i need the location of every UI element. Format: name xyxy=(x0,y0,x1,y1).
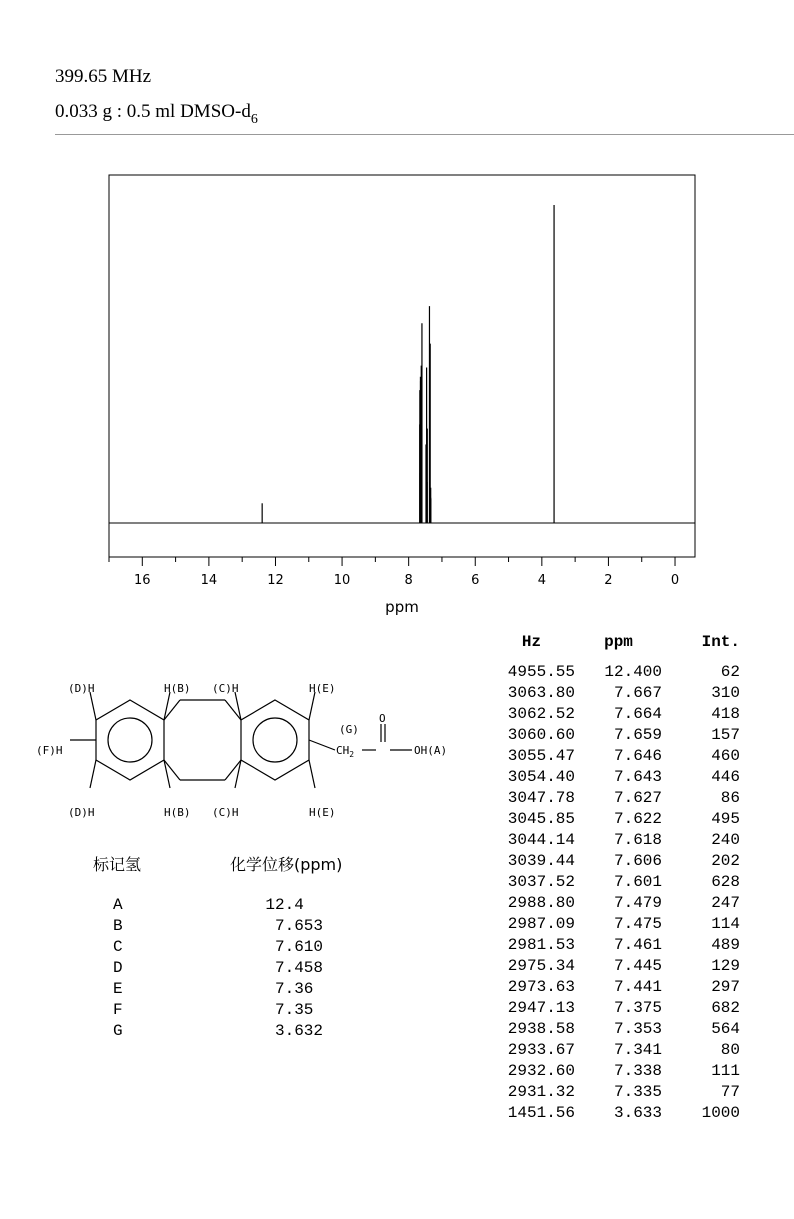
list-item xyxy=(110,917,370,938)
table-row xyxy=(488,724,740,745)
table-row xyxy=(488,745,740,766)
header-ppm: ppm xyxy=(604,633,633,651)
hydrogen-label: F xyxy=(113,1001,123,1019)
cell-ppm: 7.338 xyxy=(613,1061,662,1080)
label-e-top: H(E) xyxy=(309,682,336,695)
hydrogen-label: D xyxy=(113,959,123,977)
x-tick-label: 2 xyxy=(604,573,613,588)
cell-int: 418 xyxy=(711,704,740,723)
cell-int: 114 xyxy=(711,914,740,933)
x-tick-label: 4 xyxy=(537,573,546,588)
cell-hz: 3039.44 xyxy=(507,851,575,870)
cell-hz: 1451.56 xyxy=(507,1103,575,1122)
list-item xyxy=(110,959,370,980)
table-row xyxy=(488,850,740,871)
label-ch2: $CH_2$ xyxy=(336,744,355,759)
benzene-ring-1 xyxy=(96,700,164,780)
cell-ppm: 7.627 xyxy=(613,788,662,807)
list-item xyxy=(110,1022,370,1043)
table-row xyxy=(488,955,740,976)
table-row xyxy=(488,1102,740,1123)
cell-ppm: 7.664 xyxy=(613,704,662,723)
cell-hz: 3060.60 xyxy=(507,725,575,744)
cell-hz: 3063.80 xyxy=(507,683,575,702)
cell-int: 628 xyxy=(711,872,740,891)
aromatic-circle-2 xyxy=(253,718,297,762)
cell-int: 1000 xyxy=(701,1103,740,1122)
cell-ppm: 7.479 xyxy=(613,893,662,912)
cell-int: 86 xyxy=(720,788,740,807)
cell-int: 495 xyxy=(711,809,740,828)
cell-int: 240 xyxy=(711,830,740,849)
cell-ppm: 7.667 xyxy=(613,683,662,702)
table-row xyxy=(488,934,740,955)
cell-hz: 2932.60 xyxy=(507,1061,575,1080)
hydrogen-label: G xyxy=(113,1022,123,1040)
table-row xyxy=(488,1018,740,1039)
x-axis-label: ppm xyxy=(385,598,419,616)
spectrum-peaks xyxy=(262,205,554,523)
cell-ppm: 7.341 xyxy=(613,1040,662,1059)
cell-int: 80 xyxy=(720,1040,740,1059)
chemical-shift: 7.36 xyxy=(274,980,323,998)
list-item xyxy=(110,1001,370,1022)
label-e-bot: H(E) xyxy=(309,806,336,819)
cell-int: 310 xyxy=(711,683,740,702)
label-oh-a: OH(A) xyxy=(414,744,448,757)
cell-int: 157 xyxy=(711,725,740,744)
x-tick-label: 6 xyxy=(471,573,480,588)
peak-table-header xyxy=(488,633,740,661)
label-o: O xyxy=(379,712,386,725)
label-g: (G) xyxy=(339,723,359,736)
cell-int: 564 xyxy=(711,1019,740,1038)
cell-ppm: 7.606 xyxy=(613,851,662,870)
cell-ppm: 7.461 xyxy=(613,935,662,954)
cell-int: 489 xyxy=(711,935,740,954)
cell-ppm: 7.375 xyxy=(613,998,662,1017)
peak-table xyxy=(488,633,740,1123)
cell-hz: 3037.52 xyxy=(507,872,575,891)
cell-hz: 2947.13 xyxy=(507,998,575,1017)
table-row xyxy=(488,871,740,892)
chemical-shift: 3.632 xyxy=(274,1022,323,1040)
table-row xyxy=(488,1081,740,1102)
cell-hz: 2933.67 xyxy=(507,1040,575,1059)
x-tick-label: 8 xyxy=(404,573,413,588)
sample-subscript: 6 xyxy=(250,112,258,127)
cell-ppm: 7.659 xyxy=(613,725,662,744)
hydrogen-label: E xyxy=(113,980,123,998)
cell-ppm: 7.441 xyxy=(613,977,662,996)
cell-int: 111 xyxy=(711,1061,740,1080)
x-tick-label: 12 xyxy=(267,573,284,588)
chemical-shift: 7.35 xyxy=(274,1001,323,1019)
table-row xyxy=(488,682,740,703)
table-row xyxy=(488,661,740,682)
cell-int: 247 xyxy=(711,893,740,912)
table-row xyxy=(488,892,740,913)
header-hz: Hz xyxy=(521,633,542,651)
cell-hz: 2931.32 xyxy=(507,1082,575,1101)
label-b-top: H(B) xyxy=(164,682,191,695)
header-int: Int. xyxy=(701,633,740,651)
cell-hz: 2938.58 xyxy=(507,1019,575,1038)
cell-int: 77 xyxy=(720,1082,740,1101)
chemical-shift: 7.653 xyxy=(274,917,323,935)
cell-int: 297 xyxy=(711,977,740,996)
list-item xyxy=(110,980,370,1001)
cell-ppm: 7.622 xyxy=(613,809,662,828)
x-axis-ticks xyxy=(109,557,675,566)
plot-frame xyxy=(109,175,695,557)
cell-ppm: 12.400 xyxy=(604,662,662,681)
table-row xyxy=(488,913,740,934)
benzene-ring-2 xyxy=(241,700,309,780)
label-d-top: (D)H xyxy=(68,682,95,695)
cell-int: 460 xyxy=(711,746,740,765)
hydrogen-label: C xyxy=(113,938,123,956)
label-b-bot: H(B) xyxy=(164,806,191,819)
label-f: (F)H xyxy=(36,744,63,757)
cell-hz: 2973.63 xyxy=(507,977,575,996)
table-row xyxy=(488,766,740,787)
table-row xyxy=(488,808,740,829)
cell-ppm: 3.633 xyxy=(613,1103,662,1122)
x-tick-label: 10 xyxy=(333,573,351,588)
cell-ppm: 7.618 xyxy=(613,830,662,849)
label-d-bot: (D)H xyxy=(68,806,95,819)
x-tick-label: 16 xyxy=(134,573,151,588)
cell-ppm: 7.445 xyxy=(613,956,662,975)
cell-hz: 3054.40 xyxy=(507,767,575,786)
table-row xyxy=(488,829,740,850)
x-tick-label: 14 xyxy=(200,573,218,588)
table-row xyxy=(488,1060,740,1081)
assignment-header-shift: 化学位移(ppm) xyxy=(230,855,343,874)
cell-int: 202 xyxy=(711,851,740,870)
cell-int: 129 xyxy=(711,956,740,975)
assignment-header-label: 标记氢 xyxy=(93,855,142,874)
cell-int: 682 xyxy=(711,998,740,1017)
chemical-shift: 12.4 xyxy=(265,896,323,914)
cell-hz: 4955.55 xyxy=(507,662,575,681)
cell-hz: 3044.14 xyxy=(507,830,575,849)
list-item xyxy=(110,938,370,959)
molecular-structure xyxy=(0,670,480,830)
cell-hz: 2987.09 xyxy=(507,914,575,933)
peak-table-body xyxy=(488,661,740,1123)
hydrogen-label: A xyxy=(113,896,123,914)
x-axis-tick-labels xyxy=(134,573,679,588)
cell-ppm: 7.643 xyxy=(613,767,662,786)
table-row xyxy=(488,787,740,808)
table-row xyxy=(488,1039,740,1060)
cell-hz: 3055.47 xyxy=(507,746,575,765)
cell-hz: 2975.34 xyxy=(507,956,575,975)
table-row xyxy=(488,976,740,997)
assignment-list xyxy=(110,896,370,1043)
chemical-shift: 7.610 xyxy=(274,938,323,956)
cell-hz: 3047.78 xyxy=(507,788,575,807)
cell-int: 62 xyxy=(720,662,740,681)
cell-ppm: 7.335 xyxy=(613,1082,662,1101)
cell-ppm: 7.601 xyxy=(613,872,662,891)
list-item xyxy=(110,896,370,917)
x-tick-label: 0 xyxy=(670,573,680,588)
cell-ppm: 7.353 xyxy=(613,1019,662,1038)
spectrometer-frequency: 399.65 MHz xyxy=(55,66,152,87)
cell-hz: 2988.80 xyxy=(507,893,575,912)
cell-hz: 3045.85 xyxy=(507,809,575,828)
table-row xyxy=(488,997,740,1018)
cell-hz: 2981.53 xyxy=(507,935,575,954)
cell-ppm: 7.475 xyxy=(613,914,662,933)
chemical-shift: 7.458 xyxy=(274,959,323,977)
sample-text: 0.033 g : 0.5 ml DMSO-d xyxy=(55,101,251,122)
cell-int: 446 xyxy=(711,767,740,786)
cell-ppm: 7.646 xyxy=(613,746,662,765)
hydrogen-label: B xyxy=(113,917,123,935)
table-row xyxy=(488,703,740,724)
aromatic-circle-1 xyxy=(108,718,152,762)
label-c-top: (C)H xyxy=(212,682,239,695)
label-c-bot: (C)H xyxy=(212,806,239,819)
cell-hz: 3062.52 xyxy=(507,704,575,723)
